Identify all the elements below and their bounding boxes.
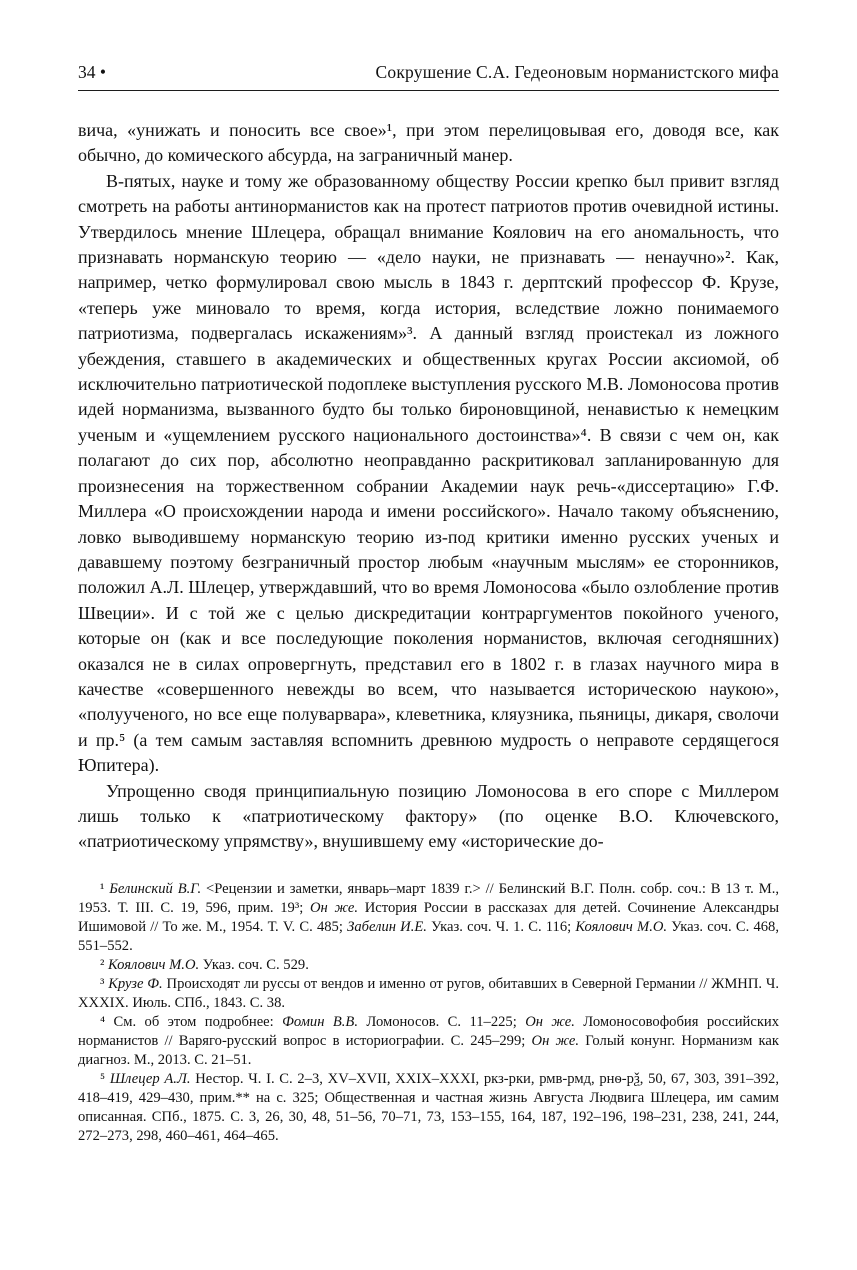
paragraph-continuation: вича, «унижать и поносить все свое»¹, при этом перелицовывая его, доводя все, как обычно, до комического абсурда, на заграничный манер. — [78, 120, 779, 166]
page-number: 34 • — [78, 62, 107, 82]
page-header — [78, 62, 779, 91]
footnote-5: ⁵ Шлецер А.Л. Нестор. Ч. I. С. 2–3, XV–XVII, XXIX–XXXI, ркз-рки, рмв-рмд, рнѳ-рѯ, 50, 67, 303, 391–392, 418–419, 429–430, прим.** на с. 325; Общественная и частная жизнь Августа Людвига Шлецера, им самим описанная. СПб., 1875. С. 3, 26, 30, 48, 51–56, 70–71, 73, 153–155, 164, 187, 192–196, 198–231, 238, 241, 244, 272–273, 298, 460–461, 464–465. — [78, 1070, 779, 1144]
footnotes-section — [78, 880, 779, 1146]
paragraph-main: В-пятых, науке и тому же образованному обществу России крепко был привит взгляд смотреть на работы антинорманистов как на протест патриотов против очевидной истины. Утвердилось мнение Шлецера, обращал внимание Коялович на его аномальность, что признавать норманскую теорию — «дело науки, не признавать — ненаучно»². Как, например, четко формулировал свою мысль в 1843 г. дерптский профессор Ф. Крузе, «теперь уже миновало то время, когда история, вследствие ложно понимаемого патриотизма, подвергалась искажениям»³. А данный взгляд проистекал из ложного убеждения, ставшего в академических и общественных кругах России аксиомой, об исключительно патриотической подоплеке выступления русского М.В. Ломоносова против идей норманизма, вызванного будто бы только бироновщиной, ненавистью к немецким ученым и «ущемлением русского национального достоинства»⁴. В связи с чем он, как полагают до сих пор, абсолютно неоправданно раскритиковал запланированную для произнесения на торжественном собрании Академии наук речь-«диссертацию» Г.Ф. Миллера «О происхождении народа и имени российского». Начало такому объяснению, ловко выводившему норманскую теорию из-под критики именно русских ученых и дававшему поэтому безграничный простор любым «научным мыслям» ее сторонников, положил А.Л. Шлецер, утверждавший, что во время Ломоносова «было озлобление против Швеции». И с той же с целью дискредитации контраргументов покойного ученого, которые он (как и все последующие поколения норманистов, включая сегодняшних) оказался не в силах опровергнуть, представил его в 1802 г. в глазах научного мира в качестве «совершенного невежды во всем, что называется историческою наукою», «полуученого, но все еще полуварвара», клеветника, кляузника, пьяницы, дикаря, сволочи и пр.⁵ (а тем самым заставляя вспомнить древнюю мудрость о неправоте сердящегося Юпитера). — [78, 170, 779, 776]
footnote-2: ² Коялович М.О. Указ. соч. С. 529. — [100, 956, 309, 973]
footnote-1: ¹ Белинский В.Г. <Рецензии и заметки, январь–март 1839 г.> // Белинский В.Г. Полн. собр. соч.: В 13 т. М., 1953. Т. III. С. 19, 596, прим. 19³; Он же. История России в рассказах для детей. Сочинение Александры Ишимовой // То же. М., 1954. Т. V. С. 485; Забелин И.Е. Указ. соч. Ч. 1. С. 116; Коялович М.О. Указ. соч. С. 468, 551–552. — [78, 880, 780, 954]
paragraph-closing: Упрощенно сводя принципиальную позицию Ломоносова в его споре с Миллером лишь только к «патриотическому фактору» (по оценке В.О. Ключевского, «патриотическому упрямству», внушившему ему «исторические до- — [78, 780, 779, 852]
body-text — [78, 118, 779, 855]
footnote-3: ³ Крузе Ф. Происходят ли руссы от вендов и именно от ругов, обитавших в Северной Германии // ЖМНП. Ч. XXXIX. Июль. СПб., 1843. С. 38. — [78, 975, 779, 1011]
running-title: Сокрушение С.А. Гедеоновым норманистского мифа — [375, 62, 779, 82]
footnote-4: ⁴ См. об этом подробнее: Фомин В.В. Ломоносов. С. 11–225; Он же. Ломоносовофобия российских норманистов // Варяго-русский вопрос в историографии. С. 245–299; Он же. Голый конунг. Норманизм как диагноз. М., 2013. С. 21–51. — [78, 1013, 780, 1068]
